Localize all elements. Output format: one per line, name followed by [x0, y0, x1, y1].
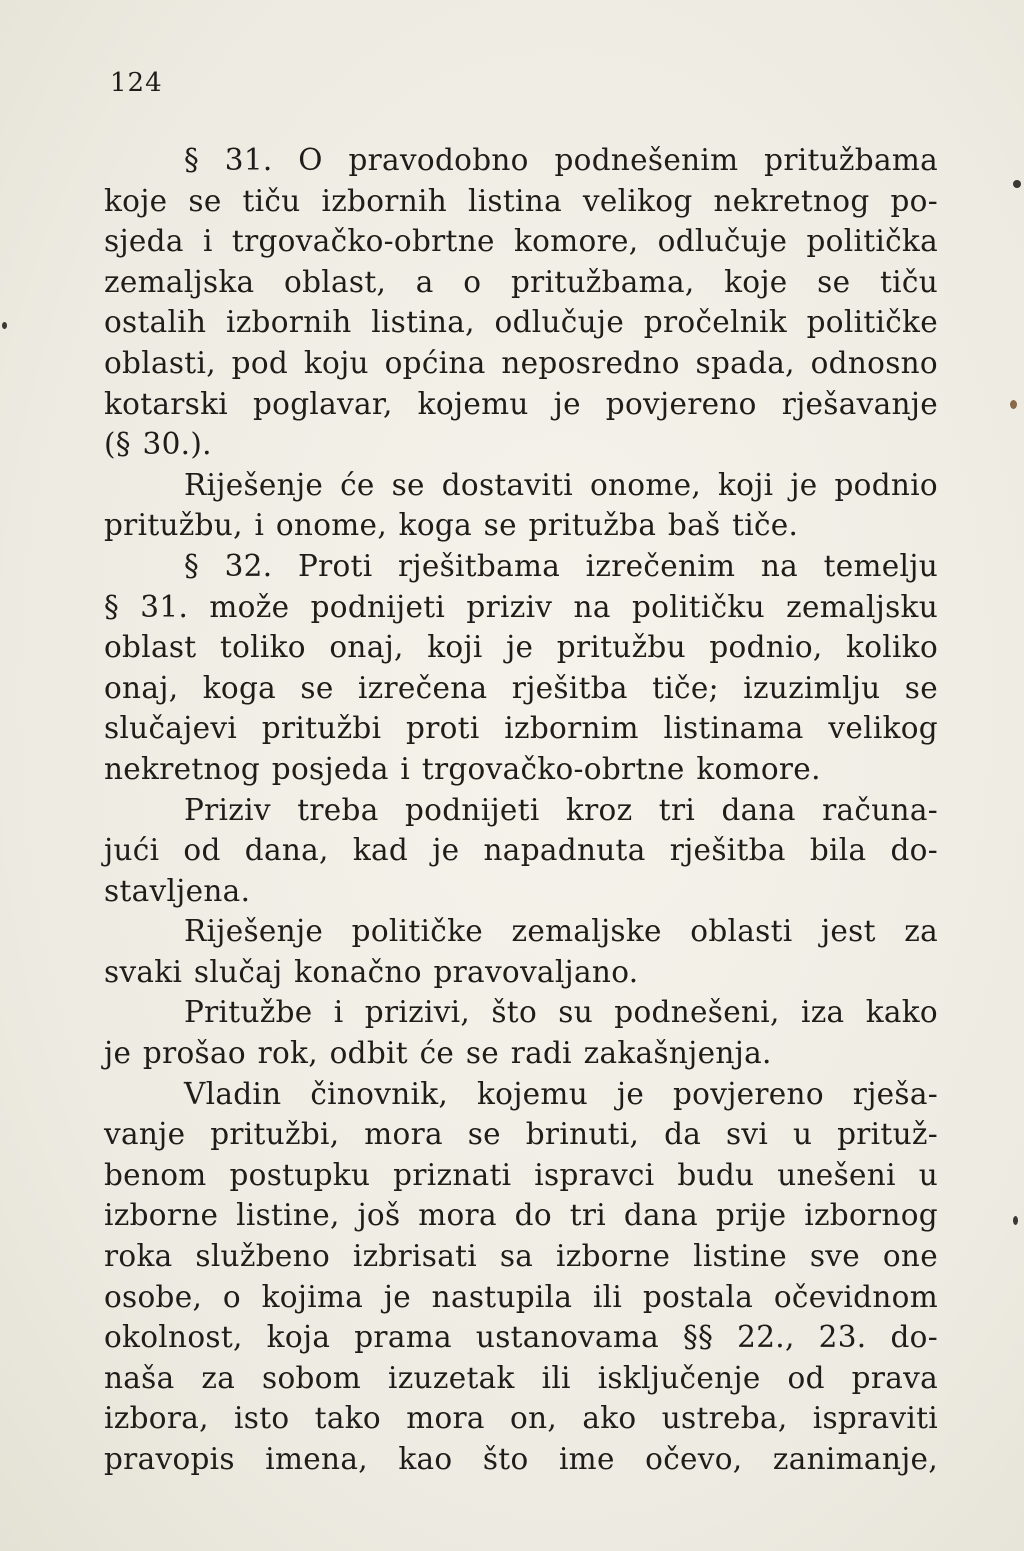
text-line: § 31. može podnijeti priziv na političku zemaljsku: [104, 589, 938, 624]
text-line: izbora, isto tako mora on, ako ustreba, ispraviti: [104, 1401, 938, 1436]
text-line: jući od dana, kad je napadnuta rješitba bila do-: [104, 833, 938, 868]
text-line: § 31. O pravodobno podnešenim pritužbama: [184, 143, 938, 177]
text-line: onaj, koga se izrečena rješitba tiče; izuzimlju se: [104, 670, 938, 705]
text-line: Pritužbe i prizivi, što su podnešeni, iza kako: [184, 995, 938, 1030]
text-line: osobe, o kojima je nastupila ili postala očevidnom: [104, 1279, 938, 1314]
text-line: roka službeno izbrisati sa izborne listine sve one: [104, 1239, 938, 1274]
text-line: je prošao rok, odbit će se radi zakašnjenja.: [104, 1036, 772, 1071]
text-line: Riješenje političke zemaljske oblasti jest za: [184, 914, 938, 949]
text-line: Riješenje će se dostaviti onome, koji je podnio: [184, 467, 938, 502]
margin-mark: [1013, 1216, 1018, 1225]
text-line: pravopis imena, kao što ime očevo, zanimanje,: [104, 1442, 938, 1476]
text-line: benom postupku priznati ispravci budu unešeni u: [104, 1157, 938, 1192]
text-line: § 32. Proti rješitbama izrečenim na temelju: [184, 548, 938, 583]
margin-mark: [2, 322, 7, 329]
text-line: okolnost, koja prama ustanovama §§ 22., 23. do-: [104, 1320, 938, 1355]
margin-mark: [1010, 400, 1017, 409]
text-line: sjeda i trgovačko-obrtne komore, odlučuje politička: [104, 224, 938, 259]
text-line: slučajevi pritužbi proti izbornim listinama velikog: [104, 711, 938, 746]
text-line: zemaljska oblast, a o pritužbama, koje se tiču: [104, 264, 938, 299]
text-line: Vladin činovnik, kojemu je povjereno rješa-: [184, 1076, 938, 1111]
text-line: oblast toliko onaj, koji je pritužbu podnio, koliko: [104, 630, 938, 665]
text-line: svaki slučaj konačno pravovaljano.: [104, 954, 639, 989]
text-line: oblasti, pod koju općina neposredno spada, odnosno: [104, 345, 938, 380]
text-line: pritužbu, i onome, koga se pritužba baš tiče.: [104, 508, 799, 543]
text-line: vanje pritužbi, mora se brinuti, da svi u prituž-: [104, 1117, 938, 1152]
page-number: 124: [110, 68, 163, 98]
text-line: Priziv treba podnijeti kroz tri dana računa-: [184, 792, 938, 827]
text-line: ostalih izbornih listina, odlučuje pročelnik političke: [104, 305, 938, 340]
text-line: izborne listine, još mora do tri dana prije izbornog: [104, 1198, 938, 1233]
text-line: koje se tiču izbornih listina velikog nekretnog po-: [104, 183, 938, 218]
text-line: nekretnog posjeda i trgovačko-obrtne komore.: [104, 751, 821, 786]
body-text: [104, 140, 938, 1480]
text-line: naša za sobom izuzetak ili isključenje od prava: [104, 1360, 938, 1395]
text-line: stavljena.: [104, 873, 251, 908]
margin-mark: [1013, 180, 1021, 188]
text-line: (§ 30.).: [104, 427, 212, 462]
text-line: kotarski poglavar, kojemu je povjereno rješavanje: [104, 386, 938, 421]
